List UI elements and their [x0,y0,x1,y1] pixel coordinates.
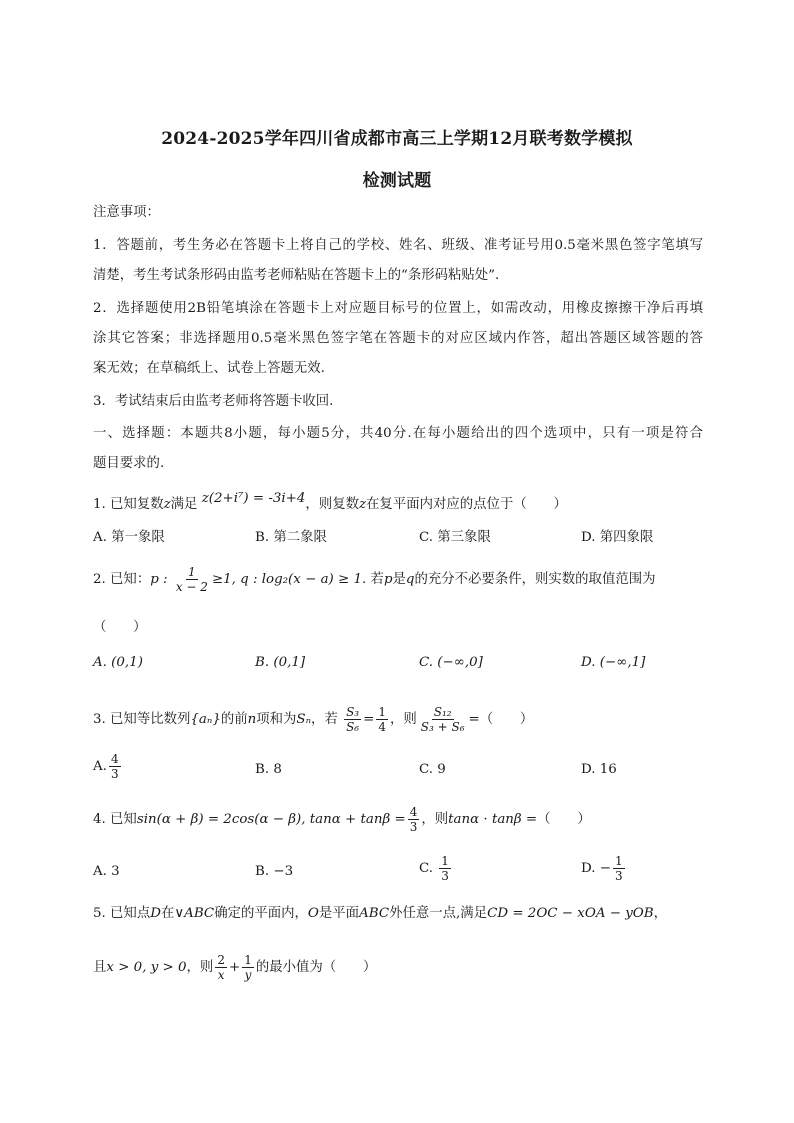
notice-item-1-line-2: 清楚，考生考试条形码由监考老师粘贴在答题卡上的“条形码粘贴处”. [93,268,500,283]
question-3-option-c[interactable]: C. 9 [419,762,446,777]
question-2-option-d[interactable]: D. (−∞,1] [581,655,646,670]
question-4-value-fraction: $\frac{4}{3}$ [409,805,418,834]
question-3-options [93,752,703,788]
question-4-option-a[interactable]: A. 3 [93,864,120,879]
question-5-stem-line-2: 且x > 0, y > 0，则 $\frac{2}{x}$ + $\frac{1}{y}$ 的最小值为（ ） [93,953,377,982]
question-2-stem: 2. 已知：p : $\frac{1}{x - 2}$ ≥1, q : log₂(x − a) ≥ 1. 若p是q的充分不必要条件，则实数的取值范围为 [93,565,656,594]
question-5-stem-line-1: 5. 已知点D在∨ABC确定的平面内，O是平面ABC外任意一点,满足CD = 2OC − xOA − yOB， [93,906,667,921]
question-2-option-c[interactable]: C. (−∞,0] [419,655,483,670]
question-2-option-a[interactable]: A. (0,1) [93,655,143,670]
question-5-fraction-1: $\frac{2}{x}$ [217,953,225,982]
notice-item-2-line-2: 涂其它答案；非选择题用0.5毫米黑色签字笔在答题卡的对应区域内作答，超出答题区域答题的答 [93,331,703,346]
notice-item-2-line-3: 案无效；在草稿纸上、试卷上答题无效. [93,361,325,376]
question-3-target-fraction: $\frac{\text{S₁₂}}{\text{S₃ + S₆}}$ [420,705,465,734]
question-4-option-c[interactable]: C. $\frac{1}{3}$ [419,854,449,883]
exam-title-line1: 2024-2025学年四川省成都市高三上学期12月联考数学模拟 [161,129,633,149]
notice-item-2-line-1: 2．选择题使用2B铅笔填涂在答题卡上对应题目标号的位置上，如需改动，用橡皮擦擦干净后再填 [93,301,703,316]
question-3-option-d[interactable]: D. 16 [581,762,617,777]
question-2-option-b[interactable]: B. (0,1] [255,655,306,670]
question-2-answer-blank: （ ） [93,620,147,635]
question-3-ratio-fraction: $\frac{\text{S₃}}{\text{S₆}}$ [346,705,360,734]
question-4-options [93,854,703,890]
question-1-options [93,526,703,554]
notice-item-3: 3．考试结束后由监考老师将答题卡收回. [93,394,334,409]
section-1-line-2: 题目要求的. [93,456,165,471]
question-1-option-a[interactable]: A. 第一象限 [93,530,165,545]
question-3-value-fraction: $\frac{1}{4}$ [378,705,386,734]
notice-heading: 注意事项： [93,205,160,220]
question-1-option-c[interactable]: C. 第三象限 [419,530,491,545]
question-3-option-a[interactable]: A. $\frac{4}{3}$ [93,752,119,781]
question-2-options [93,655,703,683]
question-3-stem: 3. 已知等比数列{aₙ}的前n项和为Sₙ，若 $\frac{\text{S₃}}{\text{S₆}}$ = $\frac{1}{4}$ ，则 $\frac{\text{S₁₂}}{\text{S₃ + S₆}}$ =（ ） [93,705,534,734]
section-1-line-1: 一、选择题：本题共8小题，每小题5分，共40分.在每小题给出的四个选项中，只有一项是符合 [93,426,703,441]
question-4-stem: 4. 已知sin(α + β) = 2cos(α − β), tanα + tanβ = $\frac{4}{3}$ ，则tanα · tanβ =（ ） [93,805,591,834]
question-3-option-b[interactable]: B. 8 [255,762,282,777]
question-1-equation: z(2+i⁷) = -3i+4 [201,491,306,506]
question-4-option-d[interactable]: D. − $\frac{1}{3}$ [581,854,623,883]
question-1-option-b[interactable]: B. 第二象限 [255,530,327,545]
question-2-fraction: $\frac{1}{x - 2}$ [175,565,208,594]
notice-item-1-line-1: 1．答题前，考生务必在答题卡上将自己的学校、姓名、班级、准考证号用0.5毫米黑色签字笔填写 [93,238,703,253]
question-1-stem: 1. 已知复数z满足 z(2+i⁷) = -3i+4，则复数z在复平面内对应的点位于（ ） [93,491,567,512]
question-5-fraction-2: $\frac{1}{y}$ [244,953,252,982]
question-5-vector-equation: CD = 2OC − xOA − yOB [487,906,654,921]
question-1-option-d[interactable]: D. 第四象限 [581,530,654,545]
question-4-option-b[interactable]: B. −3 [255,864,294,879]
exam-title-line2: 检测试题 [362,171,432,191]
